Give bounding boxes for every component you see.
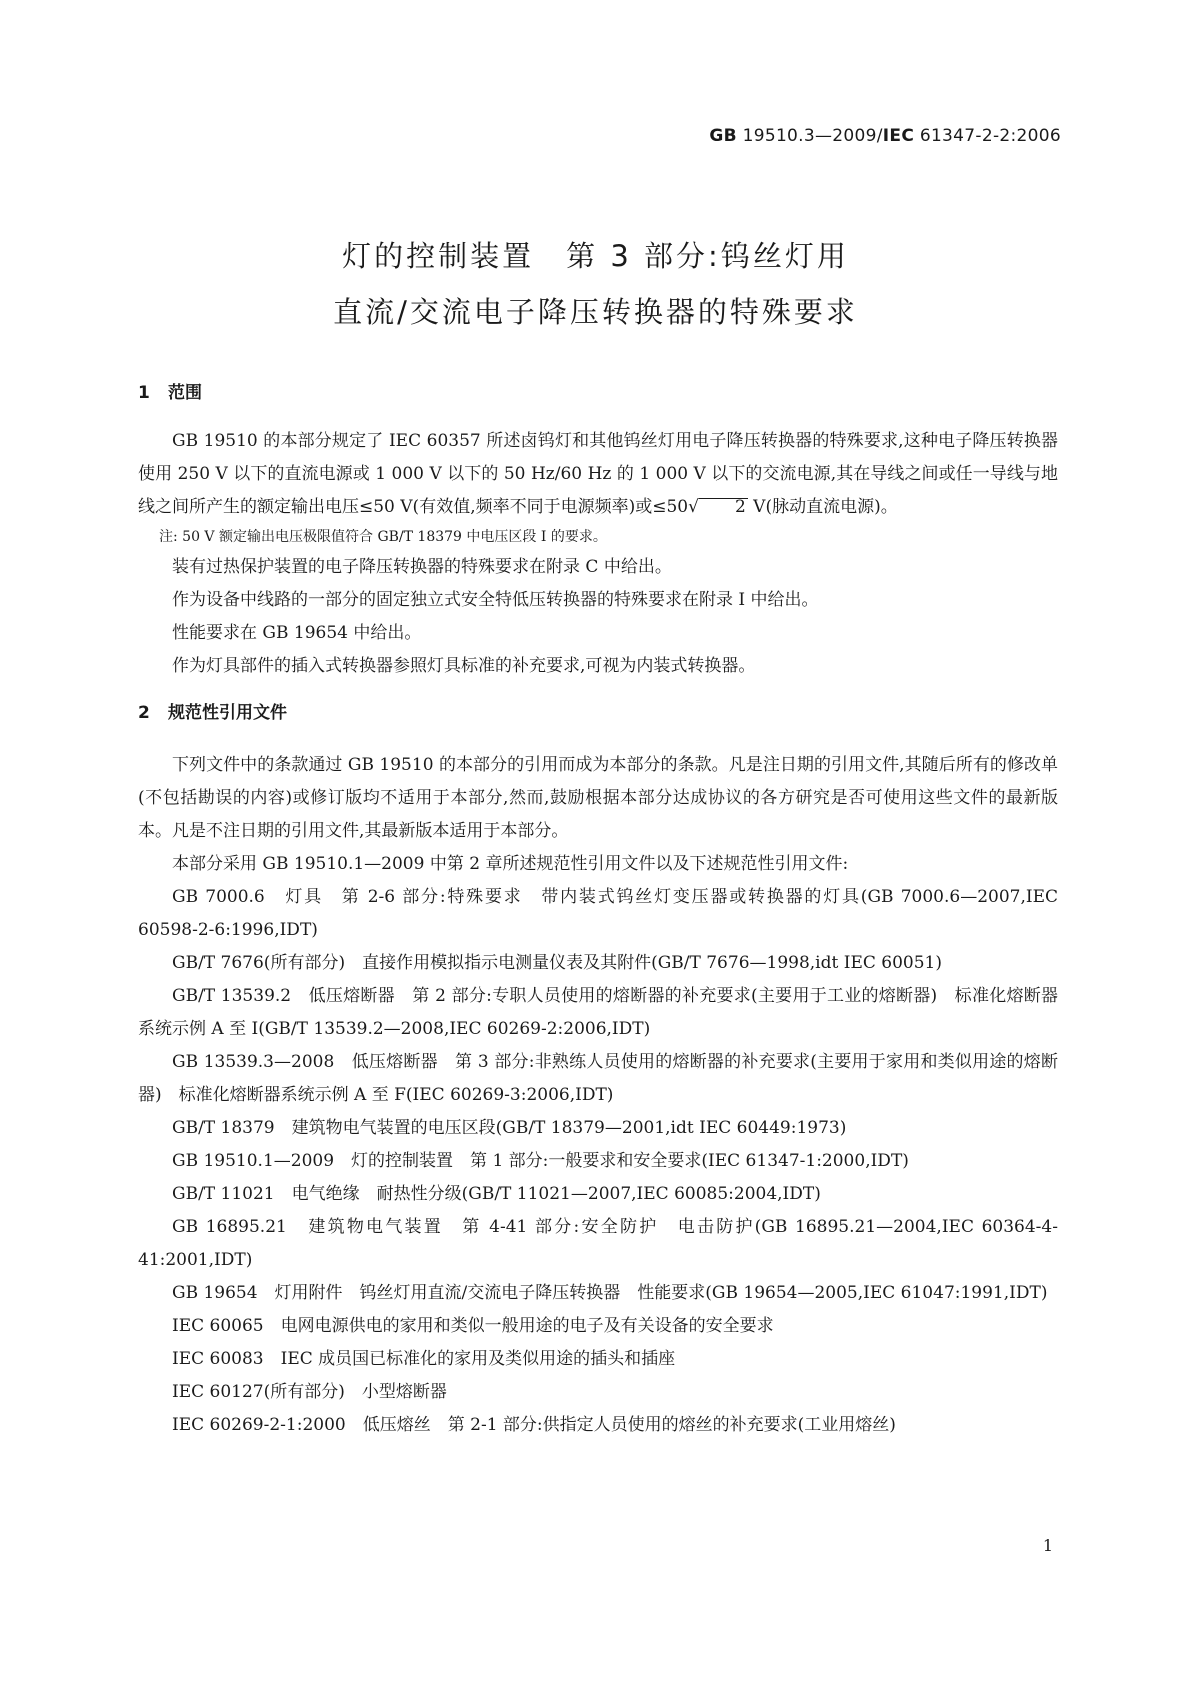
std-suffix: 61347-2-2:2006 xyxy=(914,126,1061,146)
std-iec: IEC xyxy=(882,126,915,146)
title-line-2: 直流/交流电子降压转换器的特殊要求 xyxy=(333,295,858,329)
scope-paragraph-5: 作为灯具部件的插入式转换器参照灯具标准的补充要求,可视为内装式转换器。 xyxy=(172,656,756,676)
document-body xyxy=(138,373,1058,1442)
scope-paragraph-4: 性能要求在 GB 19654 中给出。 xyxy=(172,623,422,643)
title-line-1: 灯的控制装置 第 3 部分:钨丝灯用 xyxy=(342,239,849,273)
reference-item: GB/T 18379 建筑物电气装置的电压区段(GB/T 18379—2001,idt IEC 60449:1973) xyxy=(172,1118,847,1138)
references-intro: 下列文件中的条款通过 GB 19510 的本部分的引用而成为本部分的条款。凡是注日期的引用文件,其随后所有的修改单(不包括勘误的内容)或修订版均不适用于本部分,然而,鼓励根据本部分达成协议的各方研究是否可使用这些文件的最新版本。凡是不注日期的引用文件,其最新版本适用于本部分。 xyxy=(138,755,1058,841)
page-number: 1 xyxy=(1042,1536,1053,1555)
reference-item: GB 16895.21 建筑物电气装置 第 4-41 部分:安全防护 电击防护(GB 16895.21—2004,IEC 60364-4-41:2001,IDT) xyxy=(138,1217,1058,1270)
section-1-title: 范围 xyxy=(168,383,202,403)
reference-item: GB/T 13539.2 低压熔断器 第 2 部分:专职人员使用的熔断器的补充要求(主要用于工业的熔断器) 标准化熔断器系统示例 A 至 I(GB/T 13539.2—2008,IEC 60269-2:2006,IDT) xyxy=(138,986,1058,1039)
scope-paragraph xyxy=(138,425,1058,524)
sqrt-radicand: 2 xyxy=(699,498,748,515)
scope-paragraph-2: 装有过热保护装置的电子降压转换器的特殊要求在附录 C 中给出。 xyxy=(172,557,672,577)
reference-item: IEC 60269-2-1:2000 低压熔丝 第 2-1 部分:供指定人员使用的熔丝的补充要求(工业用熔丝) xyxy=(172,1415,896,1435)
scope-paragraph-3: 作为设备中线路的一部分的固定独立式安全特低压转换器的特殊要求在附录 I 中给出。 xyxy=(172,590,819,610)
reference-item: IEC 60065 电网电源供电的家用和类似一般用途的电子及有关设备的安全要求 xyxy=(172,1316,774,1336)
section-2-title: 规范性引用文件 xyxy=(168,703,287,723)
reference-item: GB 19654 灯用附件 钨丝灯用直流/交流电子降压转换器 性能要求(GB 19654—2005,IEC 61047:1991,IDT) xyxy=(172,1283,1048,1303)
reference-item: GB/T 11021 电气绝缘 耐热性分级(GB/T 11021—2007,IEC 60085:2004,IDT) xyxy=(172,1184,821,1204)
section-2-heading xyxy=(138,693,1058,733)
section-1-heading xyxy=(138,373,1058,413)
std-prefix: GB xyxy=(709,126,737,146)
section-1-number: 1 xyxy=(138,383,150,403)
standard-number xyxy=(709,126,1061,146)
scope-text-end: V(脉动直流电源)。 xyxy=(747,497,898,517)
std-mid: 19510.3—2009/ xyxy=(736,126,883,146)
reference-item: IEC 60127(所有部分) 小型熔断器 xyxy=(172,1382,447,1402)
document-title xyxy=(0,228,1191,340)
scope-note: 注: 50 V 额定输出电压极限值符合 GB/T 18379 中电压区段 I 的要求。 xyxy=(159,529,607,545)
reference-item: GB 13539.3—2008 低压熔断器 第 3 部分:非熟练人员使用的熔断器的补充要求(主要用于家用和类似用途的熔断器) 标准化熔断器系统示例 A 至 F(IEC 60269-3:2006,IDT) xyxy=(138,1052,1058,1105)
radical-sign: √ xyxy=(688,497,699,517)
reference-item: IEC 60083 IEC 成员国已标准化的家用及类似用途的插头和插座 xyxy=(172,1349,676,1369)
reference-item: GB/T 7676(所有部分) 直接作用模拟指示电测量仪表及其附件(GB/T 7676—1998,idt IEC 60051) xyxy=(172,953,942,973)
reference-item: GB 19510.1—2009 灯的控制装置 第 1 部分:一般要求和安全要求(IEC 61347-1:2000,IDT) xyxy=(172,1151,909,1171)
references-intro-2: 本部分采用 GB 19510.1—2009 中第 2 章所述规范性引用文件以及下述规范性引用文件: xyxy=(172,854,849,874)
reference-item: GB 7000.6 灯具 第 2-6 部分:特殊要求 带内装式钨丝灯变压器或转换器的灯具(GB 7000.6—2007,IEC 60598-2-6:1996,IDT) xyxy=(138,887,1058,940)
scope-text: GB 19510 的本部分规定了 IEC 60357 所述卤钨灯和其他钨丝灯用电子降压转换器的特殊要求,这种电子降压转换器使用 250 V 以下的直流电源或 1 000 V 以下的 50 Hz/60 Hz 的 1 000 V 以下的交流电源,其在导线之间或任一导线与地线之间所产生的额定输出电压≤50 V(有效值,频率不同于电源频率)或≤50 xyxy=(138,431,1058,517)
section-2-number: 2 xyxy=(138,703,150,723)
